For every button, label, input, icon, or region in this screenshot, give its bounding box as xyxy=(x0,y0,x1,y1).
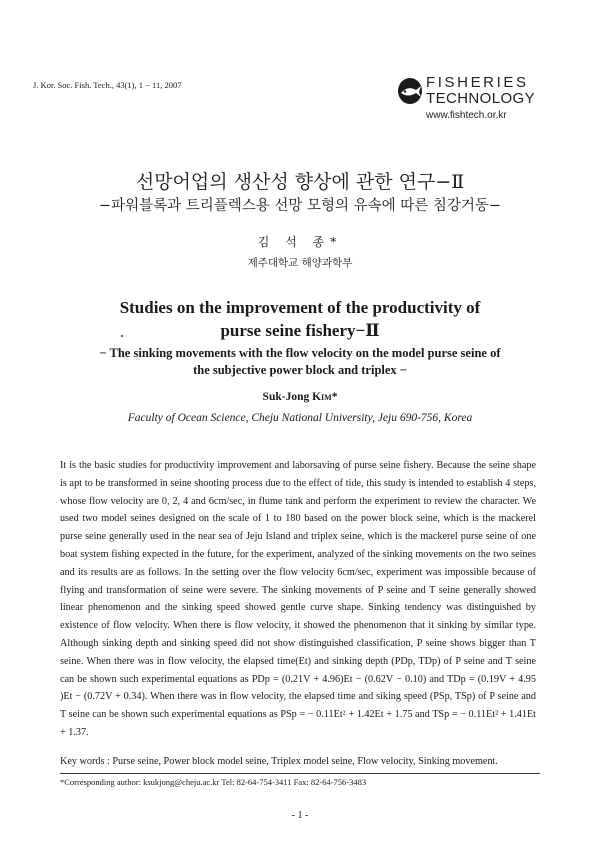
logo-line-1: FISHERIES xyxy=(426,74,529,91)
subtitle-english-line-1: − The sinking movements with the flow velocity on the model purse seine of xyxy=(99,346,501,360)
footnote-divider xyxy=(60,773,540,774)
author-mark: * xyxy=(331,391,338,403)
author-family-name: Kim xyxy=(312,391,332,403)
fish-emblem-icon xyxy=(396,76,424,106)
subtitle-korean: −파워블록과 트리플렉스용 선망 모형의 유속에 따른 침강거동− xyxy=(98,198,502,214)
journal-url: www.fishtech.or.kr xyxy=(426,110,507,121)
title-english-line-2: purse seine fishery−Ⅱ xyxy=(220,321,380,340)
abstract: It is the basic studies for productivity improvement and laborsaving of purse seine fishery. Because the seine shape is apt to be transformed in seine shooting process due to the effect of tide, this study is intended to establish 4 steps, whose flow velocity are 0, 2, 4 and 6cm/sec, in flume tank and perform the experiment to review the character. We used two model seines designed on the scale of 1 to 180 based on the power block seine, which is the mackerel purse seine generally used in the near sea of Jeju Island and triplex seine, which is the mackerel purse seine of one boat system fishing expected in the future, for the experiment, analyzed of the sinking movements on the two seines and its results are as follows. In the setting over the flow velocity 6cm/sec, experiment was impossible because of flying and transformation of seine were severe. The sinking movements of P seine and T seine generally showed linear phenomenon and the sinking speed showed gentle curve shape. Sinking tendency was distinguished by existence of flow velocity. When there is flow velocity, it showed the phenomenon that it sinking by similar type. Although sinking depth and sinking speed did not show distinguished classification, P seine shows bigger than T seine. When there was in flow velocity, the elapsed time(Et) and sinking depth (PDp, TDp) of P seine and T seine can be shown such experimental equations as PDp = (0.21V + 4.96)Et − (0.62V − 0.10) and TDp = (0.19V + 4.95 )Et − (0.72V + 0.34). When there was in flow velocity, the elapsed time and siking speed (PSp, TSp) of P seine and T seine can be shown such experimental equations as PSp = − 0.11Et² + 1.42Et + 1.75 and TSp = − 0.11Et² + 1.41Et + 1.37. xyxy=(60,460,536,738)
keywords: Key words : Purse seine, Power block model seine, Triplex model seine, Flow velocity, Sinking movement. xyxy=(60,756,498,767)
title-english-line-1: Studies on the improvement of the productivity of xyxy=(119,298,481,317)
print-speck xyxy=(121,335,123,337)
journal-citation: J. Kor. Soc. Fish. Tech., 43(1), 1 − 11, 2007 xyxy=(33,80,182,90)
author-korean: 김 석 종* xyxy=(257,235,343,249)
affiliation-korean: 제주대학교 해양과학부 xyxy=(247,257,353,269)
logo-line-2: TECHNOLOGY xyxy=(426,90,536,107)
author-english xyxy=(0,391,600,403)
page-number: - 1 - xyxy=(291,810,309,821)
author-given-name: Suk-Jong xyxy=(262,391,313,403)
affiliation-english: Faculty of Ocean Science, Cheju National University, Jeju 690-756, Korea xyxy=(127,412,473,424)
journal-logo xyxy=(396,74,556,124)
subtitle-english-line-2: the subjective power block and triplex − xyxy=(193,363,407,377)
corresponding-author-footnote: *Corresponding author: ksukjong@cheju.ac.kr Tel: 82-64-754-3411 Fax: 82-64-756-3483 xyxy=(60,777,367,787)
title-korean: 선망어업의 생산성 향상에 관한 연구−Ⅱ xyxy=(135,171,465,193)
